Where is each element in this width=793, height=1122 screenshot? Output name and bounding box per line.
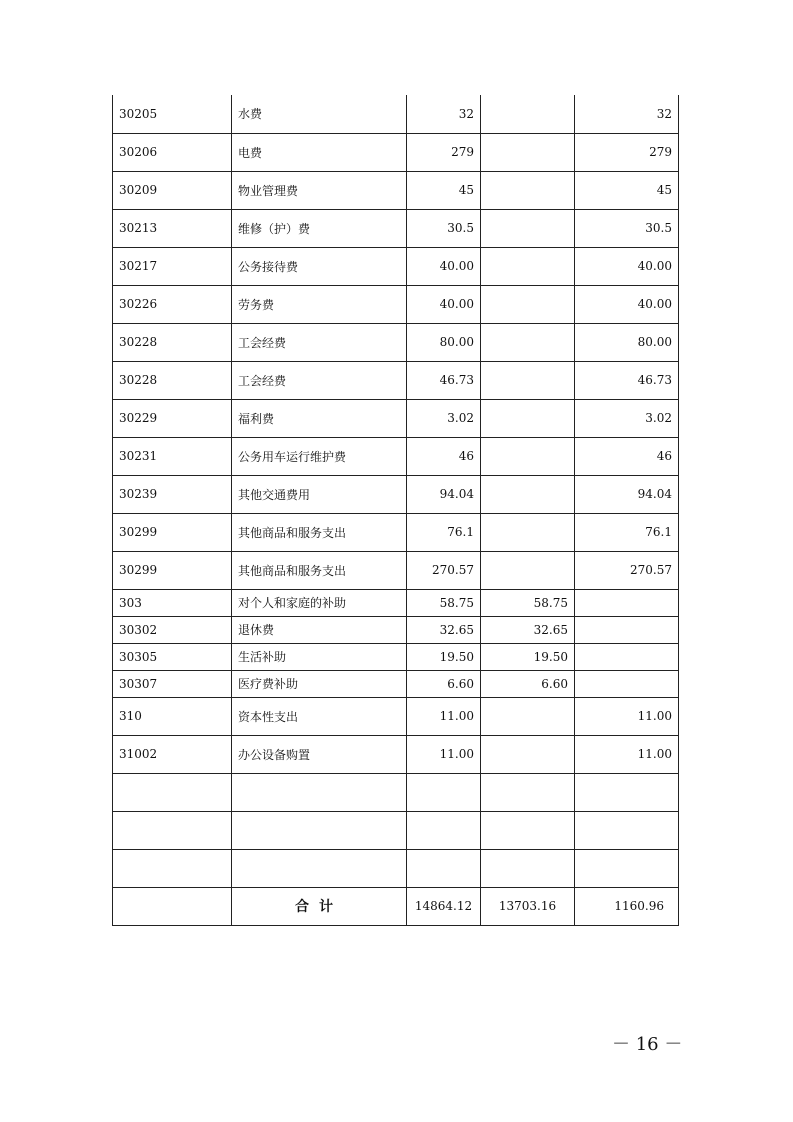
basic-amount	[481, 551, 575, 589]
project-amount: 270.57	[575, 551, 679, 589]
table-row	[113, 551, 679, 589]
subject-name: 工会经费	[232, 323, 407, 361]
subject-code: 30229	[113, 399, 232, 437]
project-amount	[575, 643, 679, 670]
basic-amount: 58.75	[481, 589, 575, 616]
table-row	[113, 616, 679, 643]
subject-name: 公务接待费	[232, 247, 407, 285]
subject-code: 30299	[113, 513, 232, 551]
table-row	[113, 361, 679, 399]
empty-row	[113, 773, 679, 811]
total-amount: 270.57	[407, 551, 481, 589]
table-row	[113, 285, 679, 323]
table-row	[113, 399, 679, 437]
subject-name: 水费	[232, 95, 407, 133]
subject-code: 30226	[113, 285, 232, 323]
basic-amount	[481, 95, 575, 133]
subject-name: 公务用车运行维护费	[232, 437, 407, 475]
table-row	[113, 589, 679, 616]
table-row	[113, 643, 679, 670]
total-row	[113, 887, 679, 925]
grand-basic-amount: 13703.16	[481, 887, 575, 925]
subject-code: 30239	[113, 475, 232, 513]
project-amount: 40.00	[575, 247, 679, 285]
subject-name: 医疗费补助	[232, 670, 407, 697]
subject-code: 31002	[113, 735, 232, 773]
subject-code: 30206	[113, 133, 232, 171]
project-amount: 30.5	[575, 209, 679, 247]
basic-amount	[481, 361, 575, 399]
table-row	[113, 323, 679, 361]
project-amount	[575, 616, 679, 643]
subject-name: 生活补助	[232, 643, 407, 670]
basic-amount	[481, 171, 575, 209]
total-label: 合计	[232, 887, 407, 925]
table-row	[113, 95, 679, 133]
table-row	[113, 171, 679, 209]
subject-name: 福利费	[232, 399, 407, 437]
table-row	[113, 133, 679, 171]
grand-project-amount: 1160.96	[575, 887, 679, 925]
subject-code: 30231	[113, 437, 232, 475]
basic-amount	[481, 513, 575, 551]
basic-amount	[481, 247, 575, 285]
project-amount: 94.04	[575, 475, 679, 513]
basic-amount: 19.50	[481, 643, 575, 670]
basic-amount	[481, 323, 575, 361]
subject-code: 30228	[113, 361, 232, 399]
table-row	[113, 697, 679, 735]
project-amount: 32	[575, 95, 679, 133]
total-amount: 76.1	[407, 513, 481, 551]
project-amount	[575, 670, 679, 697]
subject-code: 303	[113, 589, 232, 616]
total-amount: 11.00	[407, 735, 481, 773]
total-amount: 94.04	[407, 475, 481, 513]
total-amount: 45	[407, 171, 481, 209]
project-amount	[575, 589, 679, 616]
basic-amount	[481, 735, 575, 773]
subject-name: 其他交通费用	[232, 475, 407, 513]
subject-name: 其他商品和服务支出	[232, 551, 407, 589]
table-row	[113, 513, 679, 551]
table-row	[113, 670, 679, 697]
subject-name: 其他商品和服务支出	[232, 513, 407, 551]
subject-code: 30228	[113, 323, 232, 361]
total-amount: 279	[407, 133, 481, 171]
total-amount: 46	[407, 437, 481, 475]
total-amount: 58.75	[407, 589, 481, 616]
table-row	[113, 475, 679, 513]
subject-name: 电费	[232, 133, 407, 171]
total-amount: 11.00	[407, 697, 481, 735]
project-amount: 3.02	[575, 399, 679, 437]
project-amount: 279	[575, 133, 679, 171]
basic-amount: 6.60	[481, 670, 575, 697]
project-amount: 46.73	[575, 361, 679, 399]
project-amount: 80.00	[575, 323, 679, 361]
basic-amount	[481, 475, 575, 513]
project-amount: 11.00	[575, 697, 679, 735]
subject-name: 资本性支出	[232, 697, 407, 735]
subject-name: 对个人和家庭的补助	[232, 589, 407, 616]
subject-code: 30305	[113, 643, 232, 670]
total-amount: 40.00	[407, 247, 481, 285]
subject-code: 30299	[113, 551, 232, 589]
empty-row	[113, 811, 679, 849]
project-amount: 46	[575, 437, 679, 475]
subject-name: 办公设备购置	[232, 735, 407, 773]
subject-code: 30209	[113, 171, 232, 209]
subject-code: 30217	[113, 247, 232, 285]
table-row	[113, 209, 679, 247]
total-amount: 32.65	[407, 616, 481, 643]
project-amount: 40.00	[575, 285, 679, 323]
subject-code: 30205	[113, 95, 232, 133]
total-amount: 40.00	[407, 285, 481, 323]
subject-name: 劳务费	[232, 285, 407, 323]
page-number: － 16 －	[612, 1034, 683, 1055]
grand-total-amount: 14864.12	[407, 887, 481, 925]
table-row	[113, 735, 679, 773]
basic-amount	[481, 285, 575, 323]
basic-amount	[481, 697, 575, 735]
total-amount: 3.02	[407, 399, 481, 437]
subject-code: 30213	[113, 209, 232, 247]
subject-code: 30302	[113, 616, 232, 643]
project-amount: 76.1	[575, 513, 679, 551]
total-amount: 46.73	[407, 361, 481, 399]
total-amount: 6.60	[407, 670, 481, 697]
basic-amount	[481, 437, 575, 475]
subject-name: 退休费	[232, 616, 407, 643]
subject-name: 工会经费	[232, 361, 407, 399]
total-amount: 80.00	[407, 323, 481, 361]
basic-amount	[481, 133, 575, 171]
project-amount: 45	[575, 171, 679, 209]
basic-amount	[481, 399, 575, 437]
subject-name: 维修（护）费	[232, 209, 407, 247]
total-amount: 32	[407, 95, 481, 133]
basic-amount	[481, 209, 575, 247]
total-amount: 30.5	[407, 209, 481, 247]
subject-name: 物业管理费	[232, 171, 407, 209]
project-amount: 11.00	[575, 735, 679, 773]
subject-code: 30307	[113, 670, 232, 697]
table-row	[113, 247, 679, 285]
total-amount: 19.50	[407, 643, 481, 670]
budget-expenditure-table	[112, 95, 679, 926]
table-row	[113, 437, 679, 475]
empty-row	[113, 849, 679, 887]
subject-code: 310	[113, 697, 232, 735]
basic-amount: 32.65	[481, 616, 575, 643]
